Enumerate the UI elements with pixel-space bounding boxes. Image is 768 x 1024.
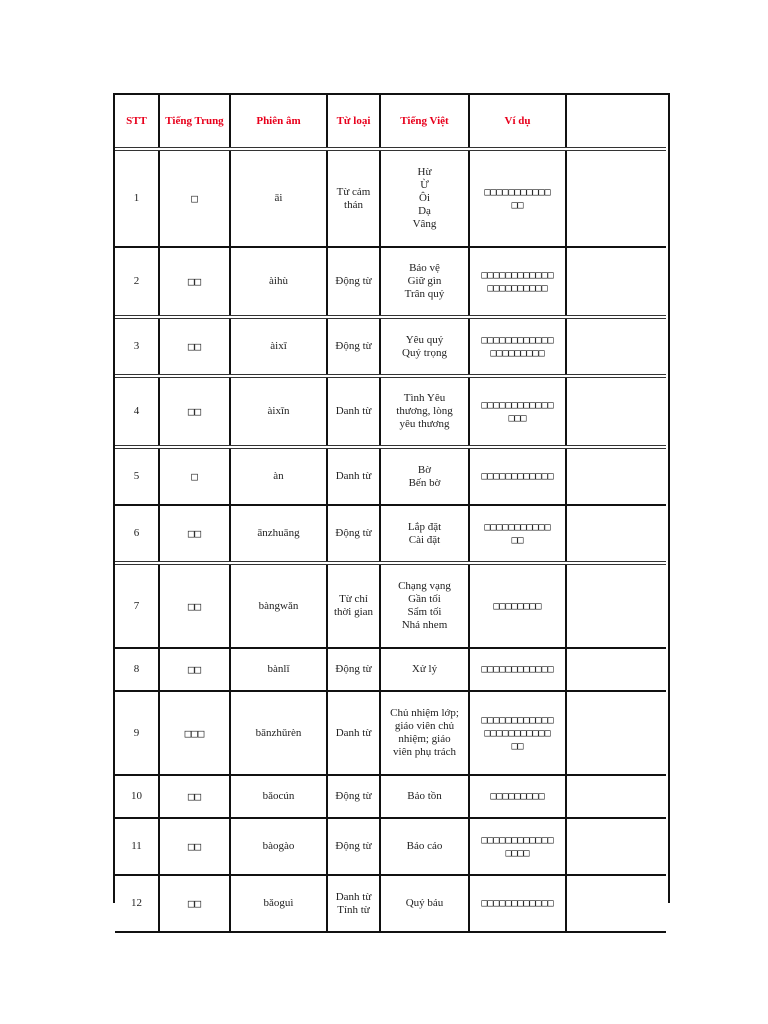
table-row bbox=[115, 317, 666, 376]
cell-tu-loai: Từ chỉ thời gian bbox=[327, 563, 380, 648]
cell-tieng-viet-line: Cài đặt bbox=[408, 533, 441, 546]
cell-tieng-viet-line: Trân quý bbox=[404, 288, 445, 300]
cell-vi-du-line: □□□□□□□□□□□ bbox=[484, 727, 551, 739]
cell-stt: 11 bbox=[115, 818, 159, 875]
table-row bbox=[115, 247, 666, 317]
cell-tieng-trung: □□□ bbox=[159, 691, 230, 775]
cell-phien-am: bànlǐ bbox=[230, 648, 327, 691]
table-row bbox=[115, 563, 666, 648]
cell-phien-am: àn bbox=[230, 447, 327, 505]
cell-tieng-viet bbox=[380, 447, 469, 505]
cell-extra bbox=[566, 447, 666, 505]
cell-tieng-viet-line: Gần tối bbox=[408, 593, 441, 605]
cell-extra bbox=[566, 505, 666, 563]
cell-tieng-viet-line: Quý báu bbox=[405, 897, 444, 909]
cell-vi-du-line: □□□□□□□□ bbox=[493, 600, 542, 612]
cell-tieng-viet-line: thương, lòng bbox=[396, 405, 453, 417]
cell-stt: 7 bbox=[115, 563, 159, 648]
cell-vi-du-line: □□□□ bbox=[505, 847, 530, 859]
cell-vi-du-line: □□□□□□□□□□□□ bbox=[481, 714, 554, 726]
cell-tieng-viet-line: Bờ bbox=[417, 463, 432, 476]
table-row bbox=[115, 775, 666, 818]
cell-stt: 4 bbox=[115, 376, 159, 447]
cell-vi-du-line: □□ bbox=[511, 534, 524, 546]
cell-extra bbox=[566, 875, 666, 932]
cell-tieng-viet-line: Ôi bbox=[419, 192, 430, 204]
cell-tieng-trung: □□ bbox=[159, 818, 230, 875]
cell-vi-du-line: □□ bbox=[511, 199, 524, 211]
cell-tieng-viet-line: Tình Yêu bbox=[403, 392, 446, 404]
cell-tieng-viet bbox=[380, 648, 469, 691]
cell-vi-du bbox=[469, 818, 566, 875]
table-row bbox=[115, 376, 666, 447]
header-extra bbox=[566, 95, 666, 149]
cell-tieng-viet-line: viên phụ trách bbox=[393, 746, 456, 758]
cell-stt: 10 bbox=[115, 775, 159, 818]
cell-vi-du-line: □□□□□□□□□□□□ bbox=[481, 269, 554, 281]
cell-tieng-trung: □□ bbox=[159, 875, 230, 932]
cell-phien-am: bǎocún bbox=[230, 775, 327, 818]
cell-tieng-viet-line: yêu thương bbox=[399, 418, 450, 430]
cell-stt: 3 bbox=[115, 317, 159, 376]
cell-tieng-trung: □□ bbox=[159, 376, 230, 447]
cell-phien-am: ānzhuāng bbox=[230, 505, 327, 563]
cell-extra bbox=[566, 691, 666, 775]
cell-extra bbox=[566, 149, 666, 247]
cell-vi-du-line: □□ bbox=[511, 740, 524, 752]
cell-extra bbox=[566, 648, 666, 691]
cell-phien-am: àixī bbox=[230, 317, 327, 376]
cell-tieng-viet bbox=[380, 149, 469, 247]
cell-vi-du bbox=[469, 317, 566, 376]
cell-stt: 1 bbox=[115, 149, 159, 247]
cell-tieng-viet bbox=[380, 775, 469, 818]
cell-extra bbox=[566, 317, 666, 376]
cell-vi-du bbox=[469, 691, 566, 775]
header-vi-du: Ví dụ bbox=[469, 95, 566, 149]
cell-extra bbox=[566, 563, 666, 648]
cell-stt: 2 bbox=[115, 247, 159, 317]
cell-tieng-viet bbox=[380, 317, 469, 376]
cell-vi-du-line: □□□□□□□□□□□□ bbox=[481, 664, 554, 675]
cell-tieng-viet bbox=[380, 818, 469, 875]
cell-tieng-trung: □□ bbox=[159, 247, 230, 317]
vocabulary-table-frame bbox=[113, 93, 670, 916]
cell-tieng-viet-line: Bảo tồn bbox=[407, 790, 442, 802]
cell-tieng-viet bbox=[380, 875, 469, 932]
cell-stt: 5 bbox=[115, 447, 159, 505]
cell-vi-du-line: □□□□□□□□□□□□ bbox=[481, 334, 554, 346]
cell-vi-du bbox=[469, 775, 566, 818]
cell-phien-am: àixīn bbox=[230, 376, 327, 447]
cell-tieng-viet-line: Yêu quý bbox=[405, 333, 444, 346]
cell-vi-du bbox=[469, 447, 566, 505]
cell-tieng-viet-line: Quý trọng bbox=[402, 346, 447, 359]
cell-tieng-viet-line: Nhá nhem bbox=[401, 619, 448, 631]
cell-vi-du-line: □□□□□□□□□□□□ bbox=[481, 399, 554, 411]
cell-tieng-trung: □□ bbox=[159, 563, 230, 648]
cell-phien-am: bānzhǔrèn bbox=[230, 691, 327, 775]
cell-tieng-trung: □ bbox=[159, 447, 230, 505]
cell-tieng-viet-line: Giữ gìn bbox=[407, 275, 442, 287]
cell-vi-du-line: □□□□□□□□□□□ bbox=[484, 186, 551, 198]
cell-vi-du bbox=[469, 875, 566, 932]
cell-vi-du-line: □□□□□□□□□□□□ bbox=[481, 471, 554, 482]
cell-tieng-viet-line: Ừ bbox=[420, 179, 429, 191]
cell-phien-am: àihù bbox=[230, 247, 327, 317]
header-row bbox=[115, 95, 666, 149]
cell-tieng-viet-line: Hừ bbox=[417, 166, 432, 178]
cell-extra bbox=[566, 376, 666, 447]
cell-vi-du-line: □□□□□□□□□ bbox=[490, 347, 545, 359]
cell-phien-am: bàogào bbox=[230, 818, 327, 875]
cell-tu-loai: Danh từ bbox=[327, 447, 380, 505]
cell-tieng-trung: □□ bbox=[159, 317, 230, 376]
cell-tu-loai: Động từ bbox=[327, 247, 380, 317]
cell-stt: 8 bbox=[115, 648, 159, 691]
cell-vi-du-line: □□□ bbox=[508, 412, 527, 424]
cell-tieng-viet bbox=[380, 376, 469, 447]
cell-tu-loai: Danh từ Tính từ bbox=[327, 875, 380, 932]
cell-vi-du bbox=[469, 563, 566, 648]
cell-stt: 12 bbox=[115, 875, 159, 932]
cell-tieng-viet-line: giáo viên chủ bbox=[394, 720, 455, 732]
cell-tieng-viet bbox=[380, 563, 469, 648]
cell-tieng-trung: □ bbox=[159, 149, 230, 247]
cell-tu-loai: Từ cảm thán bbox=[327, 149, 380, 247]
cell-extra bbox=[566, 247, 666, 317]
cell-phien-am: bàngwǎn bbox=[230, 563, 327, 648]
cell-tieng-viet-line: Lắp đặt bbox=[407, 520, 442, 533]
cell-stt: 9 bbox=[115, 691, 159, 775]
vocabulary-table bbox=[115, 95, 666, 933]
cell-phien-am: bǎoguì bbox=[230, 875, 327, 932]
cell-vi-du-line: □□□□□□□□□□ bbox=[487, 282, 548, 294]
cell-vi-du bbox=[469, 247, 566, 317]
header-stt: STT bbox=[115, 95, 159, 149]
table-row bbox=[115, 648, 666, 691]
cell-tu-loai: Danh từ bbox=[327, 376, 380, 447]
cell-tu-loai: Danh từ bbox=[327, 691, 380, 775]
cell-extra bbox=[566, 775, 666, 818]
cell-tieng-viet bbox=[380, 505, 469, 563]
cell-vi-du bbox=[469, 149, 566, 247]
table-row bbox=[115, 875, 666, 932]
cell-tieng-viet bbox=[380, 247, 469, 317]
cell-vi-du bbox=[469, 376, 566, 447]
cell-vi-du-line: □□□□□□□□□ bbox=[490, 791, 545, 802]
header-tu-loai: Từ loại bbox=[327, 95, 380, 149]
cell-tieng-viet-line: Bảo vệ bbox=[409, 262, 440, 274]
cell-tieng-viet bbox=[380, 691, 469, 775]
cell-tu-loai: Động từ bbox=[327, 648, 380, 691]
cell-tieng-viet-line: nhiệm; giáo bbox=[398, 733, 451, 745]
cell-tieng-viet-line: Bến bờ bbox=[408, 476, 441, 489]
cell-tieng-viet-line: Sẩm tối bbox=[407, 606, 442, 618]
table-row bbox=[115, 149, 666, 247]
cell-tieng-viet-line: Chủ nhiệm lớp; bbox=[390, 707, 459, 719]
cell-tu-loai: Động từ bbox=[327, 775, 380, 818]
cell-vi-du bbox=[469, 505, 566, 563]
cell-vi-du-line: □□□□□□□□□□□□ bbox=[481, 898, 554, 909]
cell-vi-du bbox=[469, 648, 566, 691]
cell-tieng-trung: □□ bbox=[159, 505, 230, 563]
header-tieng-trung: Tiếng Trung bbox=[159, 95, 230, 149]
table-row bbox=[115, 505, 666, 563]
cell-tu-loai: Động từ bbox=[327, 317, 380, 376]
table-row bbox=[115, 691, 666, 775]
cell-tieng-viet-line: Báo cáo bbox=[406, 840, 443, 852]
cell-tu-loai: Động từ bbox=[327, 505, 380, 563]
cell-stt: 6 bbox=[115, 505, 159, 563]
header-phien-am: Phiên âm bbox=[230, 95, 327, 149]
header-tieng-viet: Tiếng Việt bbox=[380, 95, 469, 149]
table-row bbox=[115, 818, 666, 875]
cell-tieng-trung: □□ bbox=[159, 775, 230, 818]
cell-vi-du-line: □□□□□□□□□□□ bbox=[484, 521, 551, 533]
cell-tieng-viet-line: Vâng bbox=[412, 218, 437, 230]
table-row bbox=[115, 447, 666, 505]
cell-tieng-viet-line: Chạng vạng bbox=[398, 580, 451, 592]
cell-tieng-trung: □□ bbox=[159, 648, 230, 691]
cell-tu-loai: Động từ bbox=[327, 818, 380, 875]
cell-tieng-viet-line: Dạ bbox=[418, 205, 431, 217]
cell-phien-am: āi bbox=[230, 149, 327, 247]
cell-extra bbox=[566, 818, 666, 875]
cell-tieng-viet-line: Xử lý bbox=[411, 663, 438, 675]
cell-vi-du-line: □□□□□□□□□□□□ bbox=[481, 834, 554, 846]
